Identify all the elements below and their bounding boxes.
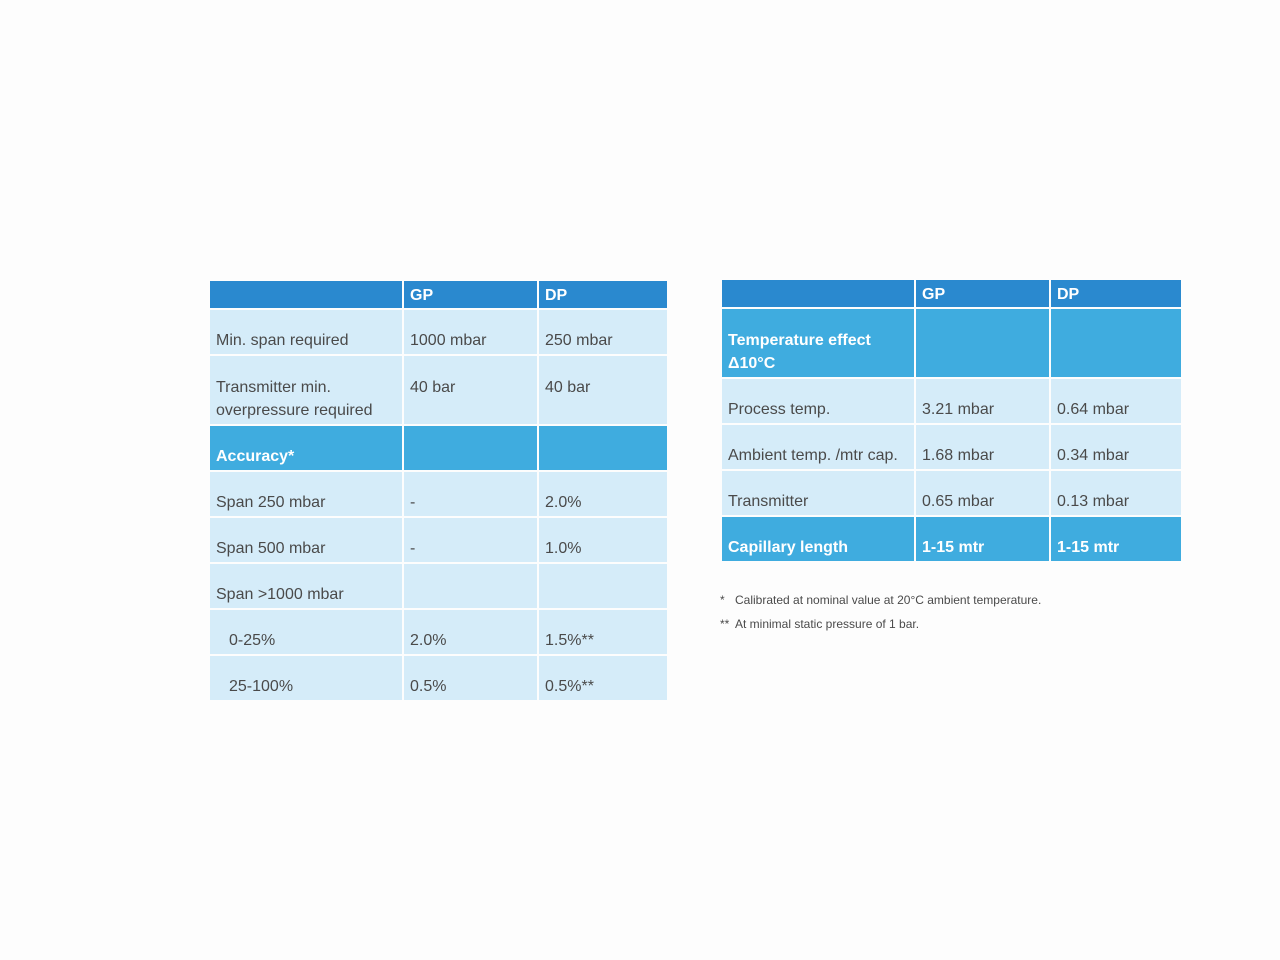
table-row xyxy=(722,471,1181,515)
section-label: Accuracy* xyxy=(210,426,402,470)
section-row-accuracy xyxy=(210,426,667,470)
dp-value: 0.5%** xyxy=(539,656,667,700)
gp-value: 0.5% xyxy=(404,656,537,700)
header-cell-empty xyxy=(210,281,402,308)
row-label: Span 500 mbar xyxy=(210,518,402,562)
gp-value: 1000 mbar xyxy=(404,310,537,354)
dp-value: 0.34 mbar xyxy=(1051,425,1181,469)
section-label-line2: Δ10°C xyxy=(728,355,776,372)
row-label: 25-100% xyxy=(210,656,402,700)
gp-value: 2.0% xyxy=(404,610,537,654)
table-row xyxy=(210,310,667,354)
row-label: Process temp. xyxy=(722,379,914,423)
table-row xyxy=(210,356,667,424)
dp-value: 1.5%** xyxy=(539,610,667,654)
dp-value xyxy=(539,356,667,424)
section-label-line1: Temperature effect xyxy=(728,332,871,349)
table-row xyxy=(210,564,667,608)
gp-value: 1-15 mtr xyxy=(916,517,1049,561)
dp-value: 0.13 mbar xyxy=(1051,471,1181,515)
footnote-mark: * xyxy=(720,593,725,607)
table-row xyxy=(722,425,1181,469)
footnote-text: At minimal static pressure of 1 bar. xyxy=(735,617,920,631)
table-header-row xyxy=(210,281,667,308)
empty-cell xyxy=(404,564,537,608)
table-row xyxy=(210,610,667,654)
dp-value: 1-15 mtr xyxy=(1051,517,1181,561)
row-label: Min. span required xyxy=(210,310,402,354)
gp-value: - xyxy=(404,472,537,516)
section-empty-cell xyxy=(1051,309,1181,377)
empty-cell xyxy=(539,564,667,608)
gp-value: - xyxy=(404,518,537,562)
footnote-single-asterisk xyxy=(720,592,1041,616)
dp-value: 2.0% xyxy=(539,472,667,516)
section-empty-cell xyxy=(539,426,667,470)
dp-value: 1.0% xyxy=(539,518,667,562)
row-label-line1: Transmitter min. xyxy=(216,379,331,396)
header-cell-dp: DP xyxy=(1051,280,1181,307)
dp-value: 250 mbar xyxy=(539,310,667,354)
row-label: Transmitter xyxy=(722,471,914,515)
section-label xyxy=(722,309,914,377)
table-row xyxy=(210,518,667,562)
header-cell-empty xyxy=(722,280,914,307)
table-row xyxy=(210,472,667,516)
section-row-capillary xyxy=(722,517,1181,561)
header-cell-dp: DP xyxy=(539,281,667,308)
footnote-text: Calibrated at nominal value at 20°C ambient temperature. xyxy=(735,593,1042,607)
table-header-row xyxy=(722,280,1181,307)
table-row xyxy=(210,656,667,700)
header-cell-gp: GP xyxy=(916,280,1049,307)
gp-value xyxy=(404,356,537,424)
dp-value-text: 40 bar xyxy=(545,379,591,396)
row-label: Span >1000 mbar xyxy=(210,564,402,608)
section-empty-cell xyxy=(404,426,537,470)
gp-value: 0.65 mbar xyxy=(916,471,1049,515)
specs-table-left xyxy=(208,279,669,702)
footnote-double-asterisk xyxy=(720,616,1041,640)
row-label-line2: overpressure required xyxy=(216,402,373,419)
footnote-mark: ** xyxy=(720,617,730,631)
table-row xyxy=(722,379,1181,423)
gp-value-text: 40 bar xyxy=(410,379,456,396)
section-label: Capillary length xyxy=(722,517,914,561)
row-label: Span 250 mbar xyxy=(210,472,402,516)
row-label: Ambient temp. /mtr cap. xyxy=(722,425,914,469)
gp-value: 3.21 mbar xyxy=(916,379,1049,423)
dp-value: 0.64 mbar xyxy=(1051,379,1181,423)
footnotes xyxy=(720,592,1041,640)
section-row-temperature xyxy=(722,309,1181,377)
gp-value: 1.68 mbar xyxy=(916,425,1049,469)
row-label xyxy=(210,356,402,424)
section-empty-cell xyxy=(916,309,1049,377)
specs-table-right xyxy=(720,278,1183,563)
header-cell-gp: GP xyxy=(404,281,537,308)
row-label: 0-25% xyxy=(210,610,402,654)
